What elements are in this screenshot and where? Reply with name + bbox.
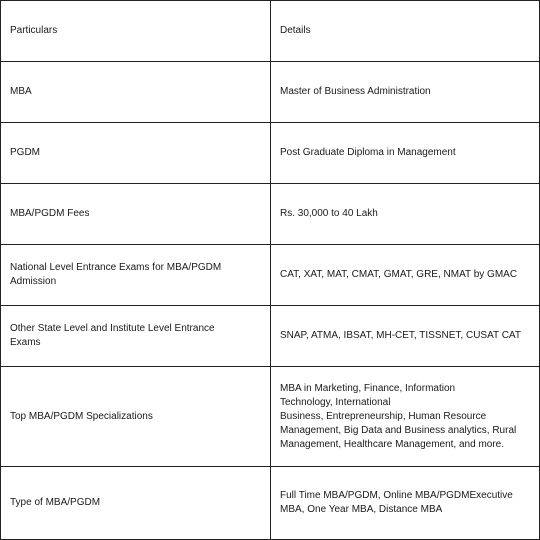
- table-row: [1, 367, 540, 467]
- detail-text: MBA in Marketing, Finance, Information Technology, International Business, Entrepreneurship, Human Resource Management, Big Data and Business analytics, Rural Management, Healthcare Management, and more.: [280, 382, 517, 450]
- table-row: [1, 62, 540, 123]
- header-details-cell: [271, 1, 540, 62]
- detail-cell: [271, 245, 540, 306]
- detail-cell: [271, 62, 540, 123]
- detail-cell: [271, 184, 540, 245]
- particular-cell: [1, 306, 271, 367]
- particular-text: National Level Entrance Exams for MBA/PGDM Admission: [10, 262, 222, 287]
- detail-cell: [271, 123, 540, 184]
- table-row: [1, 306, 540, 367]
- detail-text: Full Time MBA/PGDM, Online MBA/PGDMExecutive MBA, One Year MBA, Distance MBA: [280, 490, 513, 515]
- particular-text: Other State Level and Institute Level Entrance Exams: [10, 323, 215, 348]
- table-row: [1, 245, 540, 306]
- particular-text: Top MBA/PGDM Specializations: [10, 410, 153, 422]
- detail-text: Master of Business Administration: [280, 86, 431, 97]
- table-row: [1, 467, 540, 540]
- particular-cell: [1, 467, 271, 540]
- detail-cell: [271, 306, 540, 367]
- table-row: [1, 184, 540, 245]
- detail-text: Rs. 30,000 to 40 Lakh: [280, 208, 378, 219]
- table-row: [1, 123, 540, 184]
- particular-cell: [1, 62, 271, 123]
- detail-text: Post Graduate Diploma in Management: [280, 147, 456, 158]
- particular-cell: [1, 123, 271, 184]
- header-details: Details: [280, 25, 311, 36]
- table-header-row: [1, 1, 540, 62]
- particular-text: Type of MBA/PGDM: [10, 497, 101, 508]
- header-particulars-cell: [1, 1, 271, 62]
- particular-cell: [1, 367, 271, 467]
- particular-cell: [1, 184, 271, 245]
- detail-text: CAT, XAT, MAT, CMAT, GMAT, GRE, NMAT by GMAC: [280, 269, 518, 280]
- particular-text: MBA/PGDM Fees: [10, 208, 90, 219]
- detail-text: SNAP, ATMA, IBSAT, MH-CET, TISSNET, CUSAT CAT: [280, 330, 521, 341]
- particular-text: PGDM: [10, 147, 40, 158]
- detail-cell: [271, 467, 540, 540]
- header-particulars: Particulars: [10, 25, 58, 36]
- detail-cell: [271, 367, 540, 467]
- particular-cell: [1, 245, 271, 306]
- particular-text: MBA: [10, 86, 32, 97]
